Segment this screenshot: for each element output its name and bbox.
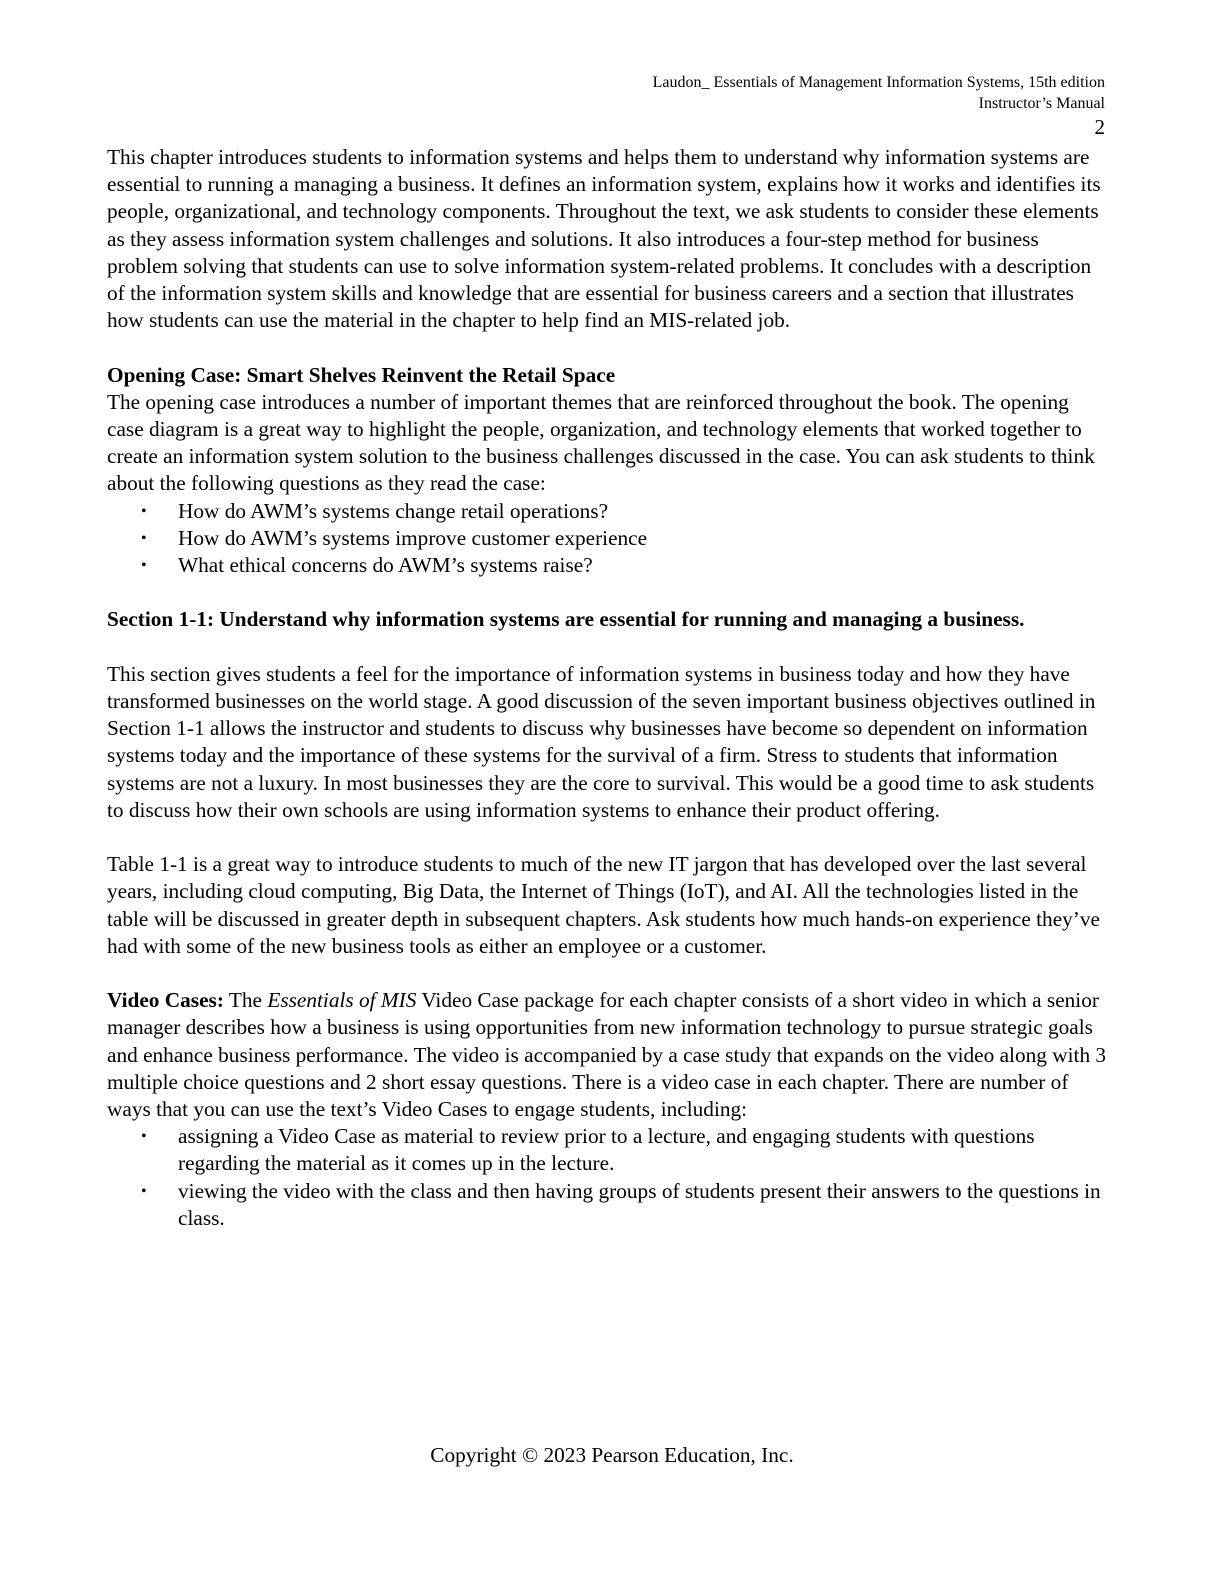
list-item: [107, 552, 1107, 579]
book-title: Essentials of MIS: [267, 988, 417, 1013]
list-item: [107, 1123, 1107, 1177]
document-title: Laudon_ Essentials of Management Information Systems, 15th edition: [652, 74, 1105, 91]
video-cases-label: Video Cases:: [107, 988, 224, 1013]
list-item-text: What ethical concerns do AWM’s systems raise?: [178, 553, 593, 578]
list-item-text: How do AWM’s systems change retail operations?: [178, 498, 609, 523]
section-1-1-heading: Section 1-1: Understand why information systems are essential for running and managing a business.: [107, 607, 1025, 632]
opening-case-paragraph: The opening case introduces a number of important themes that are reinforced throughout the book. The opening case diagram is a great way to highlight the people, organization, and technology elements that worked together to create an information system solution to the business challenges discussed in the case. You can ask students to think about the following questions as they read the case:: [107, 389, 1095, 496]
video-cases-text: Video Case package for each chapter consists of a short video in which a senior manager describes how a business is using opportunities from new information technology to pursue strategic goals and enhance business performance. The video is accompanied by a case study that expands on the video along with 3 multiple choice questions and 2 short essay questions. There is a video case in each chapter. There are number of ways that you can use the text’s Video Cases to engage students, including:: [107, 988, 1107, 1122]
spacer: [107, 634, 1107, 661]
video-cases-paragraph: [107, 987, 1107, 1123]
list-item-text: viewing the video with the class and then having groups of students present their answers to the questions in class.: [178, 1178, 1101, 1230]
video-cases-text-lead: The: [223, 988, 268, 1013]
page-number: 2: [1094, 115, 1105, 139]
video-cases-uses: [107, 1123, 1107, 1232]
section-1-1-paragraph-2: Table 1-1 is a great way to introduce students to much of the new IT jargon that has developed over the last several years, including cloud computing, Big Data, the Internet of Things (IoT), and AI. All the technologies listed in the table will be discussed in greater depth in subsequent chapters. Ask students how much hands-on experience they’ve had with some of the new business tools as either an employee or a customer.: [107, 852, 1100, 958]
section-1-1-paragraph-1: This section gives students a feel for the importance of information systems in business today and how they have transformed businesses on the world stage. A good discussion of the seven important business objectives outlined in Section 1-1 allows the instructor and students to discuss why businesses have become so dependent on information systems today and the importance of these systems for the survival of a firm. Stress to students that information systems are not a luxury. In most businesses they are the core to survival. This would be a good time to ask students to discuss how their own schools are using information systems to enhance their product offering.: [107, 661, 1096, 822]
bullet-icon: •: [141, 1128, 147, 1146]
list-item: [107, 498, 1107, 525]
copyright-footer: Copyright © 2023 Pearson Education, Inc.: [430, 1443, 794, 1467]
bullet-icon: •: [141, 1182, 147, 1200]
list-item-text: assigning a Video Case as material to review prior to a lecture, and engaging students with questions regarding the material as it comes up in the lecture.: [178, 1124, 1035, 1176]
intro-paragraph: This chapter introduces students to information systems and helps them to understand why information systems are essential to running a managing a business. It defines an information system, explains how it works and identifies its people, organizational, and technology components. Throughout the text, we ask students to consider these elements as they assess information system challenges and solutions. It also introduces a four-step method for business problem solving that students can use to solve information system-related problems. It concludes with a description of the information system skills and knowledge that are essential for business careers and a section that illustrates how students can use the material in the chapter to help find an MIS-related job.: [107, 145, 1101, 333]
spacer: [107, 334, 1107, 361]
opening-case-questions: [107, 498, 1107, 580]
bullet-icon: •: [141, 557, 147, 575]
page-body: [107, 144, 1107, 1232]
bullet-icon: •: [141, 529, 147, 547]
spacer: [107, 579, 1107, 606]
spacer: [107, 960, 1107, 987]
page-header: [653, 72, 1105, 140]
spacer: [107, 824, 1107, 851]
list-item: [107, 525, 1107, 552]
opening-case-heading: Opening Case: Smart Shelves Reinvent the Retail Space: [107, 362, 616, 387]
bullet-icon: •: [141, 502, 147, 520]
list-item-text: How do AWM’s systems improve customer experience: [178, 525, 648, 550]
document-subtitle: Instructor’s Manual: [978, 95, 1105, 112]
list-item: [107, 1178, 1107, 1232]
